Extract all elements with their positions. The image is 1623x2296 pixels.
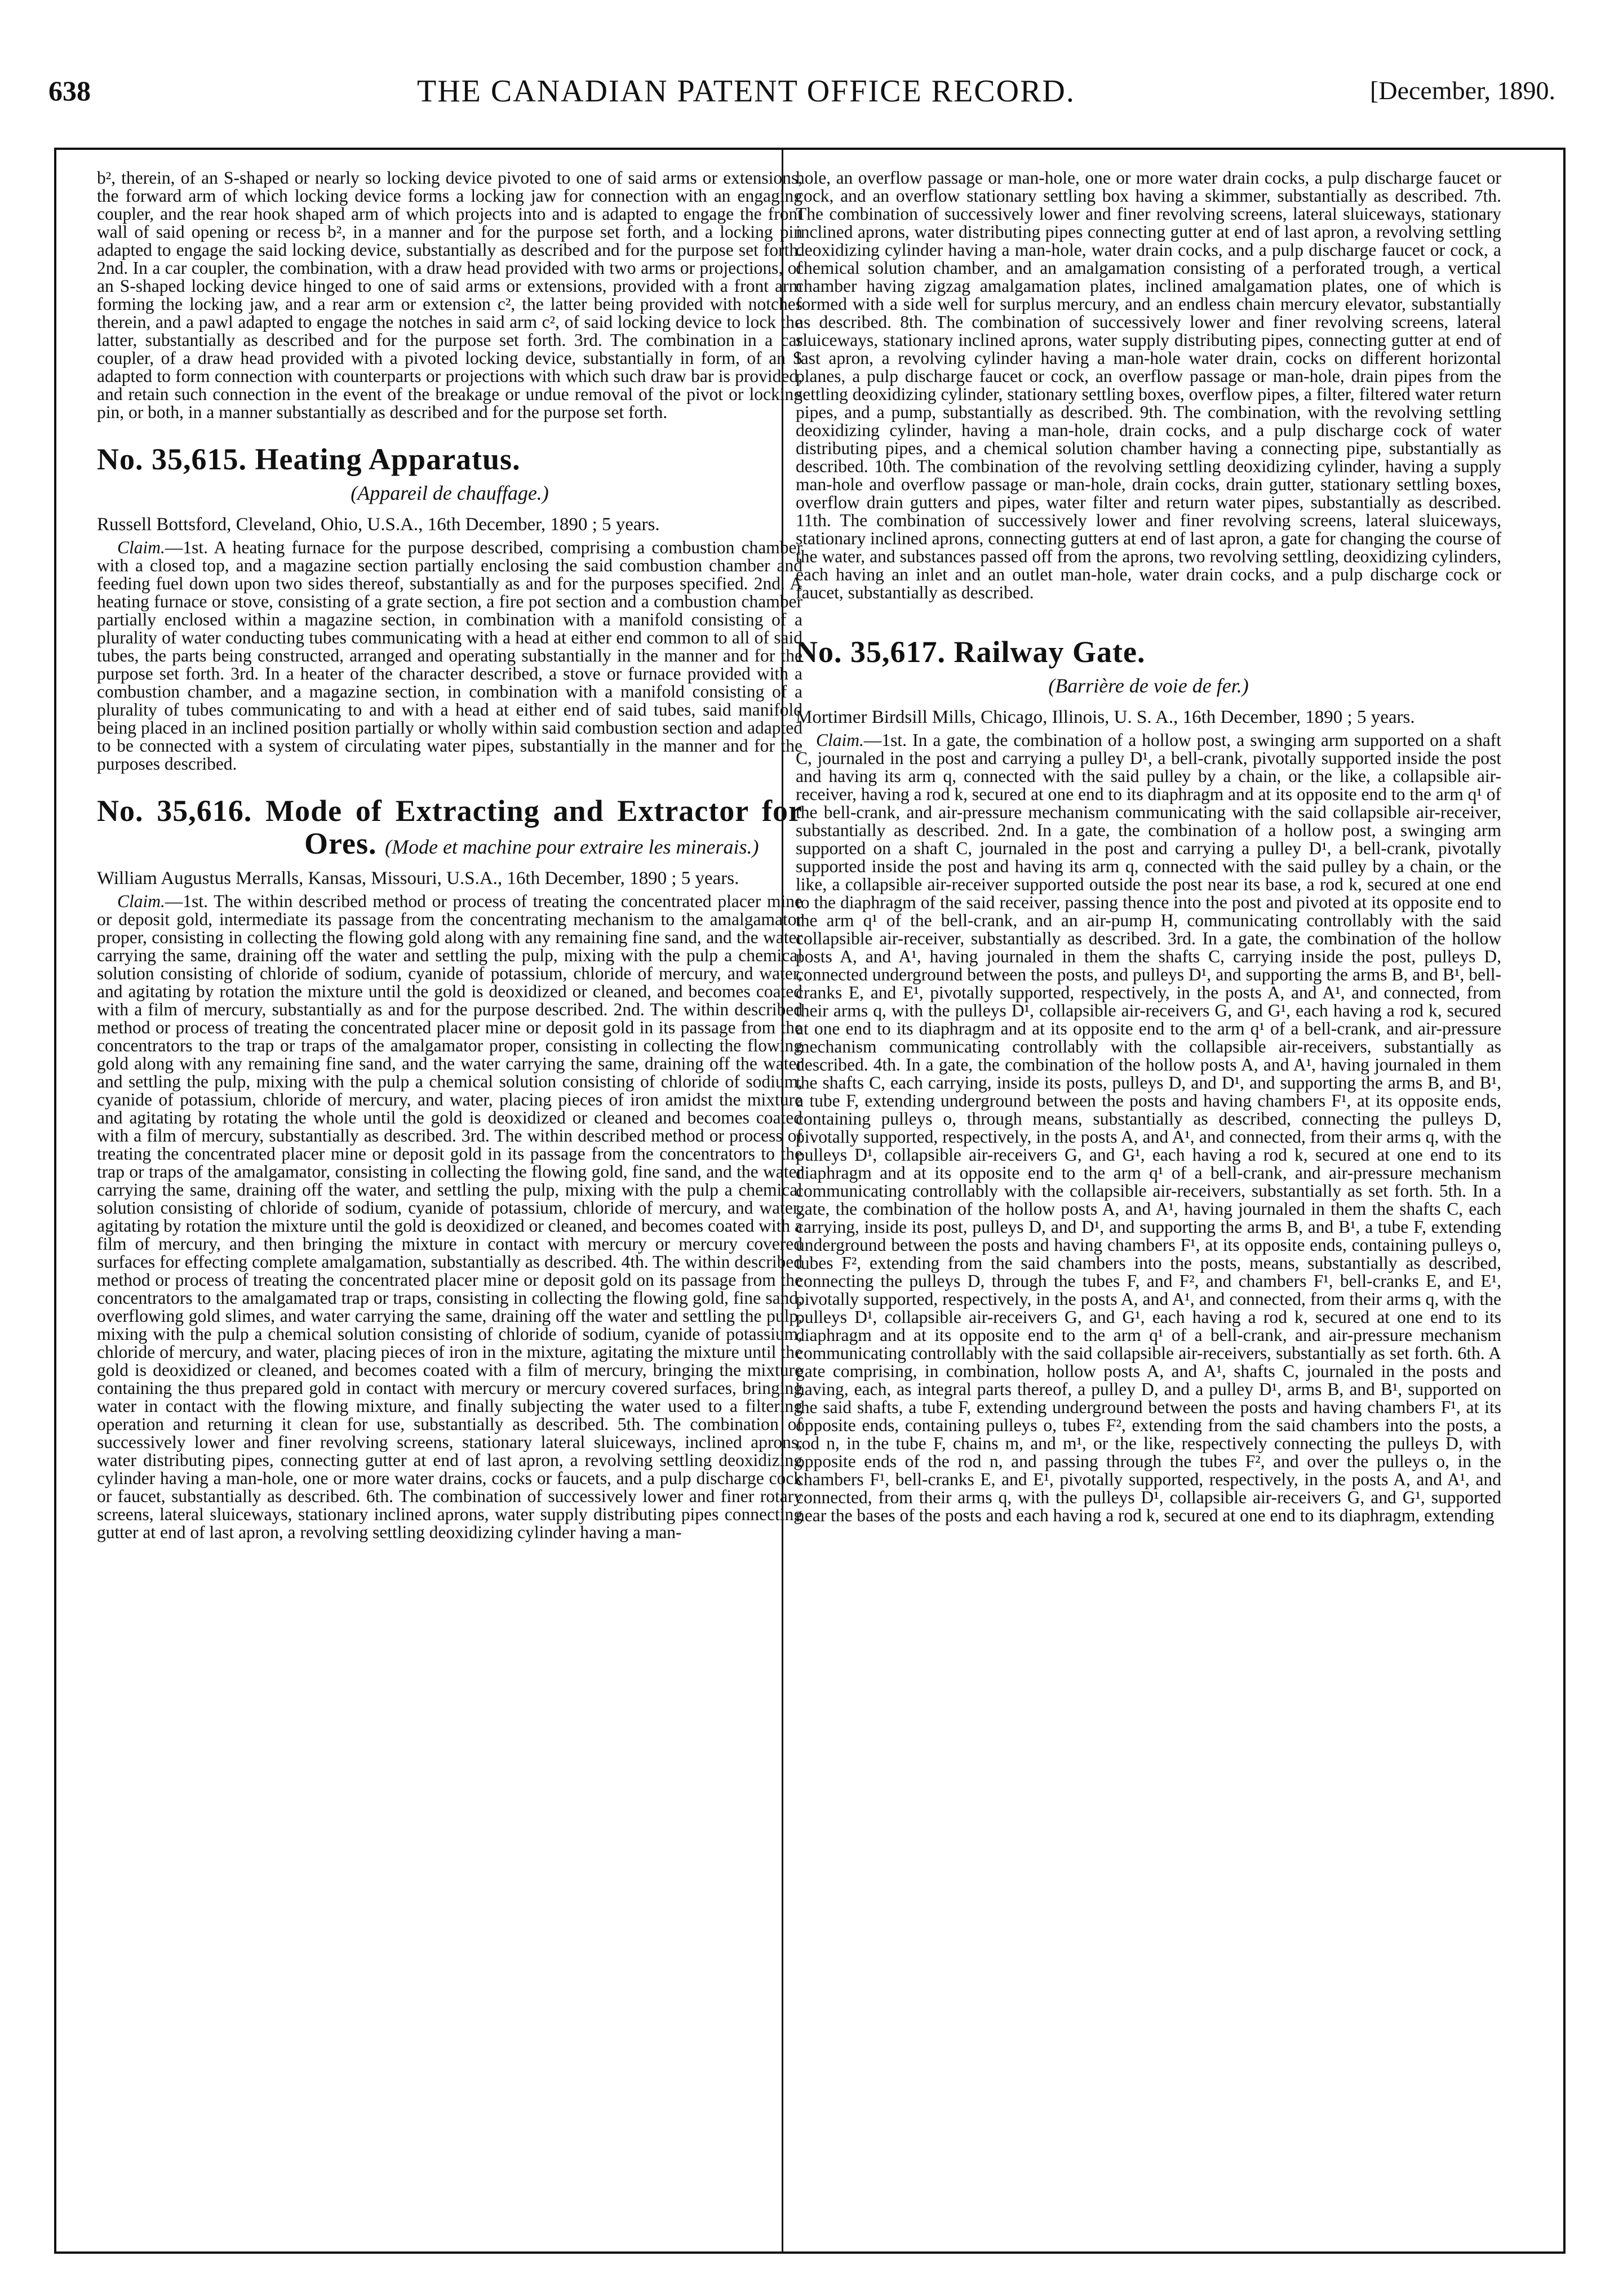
patent-subtitle: (Barrière de voie de fer.)	[1048, 674, 1249, 697]
continued-claims: b², therein, of an S-shaped or nearly so locking device pivoted to one of said arms or extensions, the forward arm of which locking device forms a locking jaw for connection with an engaging coupler, and the rear hook shaped arm of which projects into and is adapted to engage the front wall of said opening or recess b², in a manner and for the purpose set forth, and a locking pin adapted to engage the said locking device, substantially as described and for the purpose set forth. 2nd. In a car coupler, the combination, with a draw head provided with two arms or projections, of an S-shaped locking device hinged to one of said arms or extensions, provided with a front arm forming the locking jaw, and a rear arm or extension c², the latter being provided with notches therein, and a pawl adapted to engage the notches in said arm c², of said locking device to lock the latter, substantially as described and for the purpose set forth. 3rd. The combination in a car coupler, of a draw head provided with a pivoted locking device, substantially in form, of an S adapted to form connection with counterparts or projections with which such draw bar is provided, and retain such connection in the event of the breakage or undue removal of the pivot or locking pin, or both, in a manner substantially as described and for the purpose set forth.	[97, 169, 802, 422]
patent-title-text: No. 35,616. Mode of Extracting and Extractor for Ores.	[97, 794, 802, 860]
claim-label: Claim.	[816, 730, 864, 750]
patent-entry-35615	[97, 443, 802, 773]
patent-entry-35616	[97, 794, 802, 1542]
claim-label: Claim.	[117, 538, 165, 557]
page-number: 638	[48, 75, 91, 106]
claim-label: Claim.	[117, 891, 165, 911]
patent-grantee: Mortimer Birdsill Mills, Chicago, Illinois, U. S. A., 16th December, 1890 ; 5 years.	[796, 707, 1415, 727]
claim-text: —1st. In a gate, the combination of a hollow post, a swinging arm supported on a shaft C, journaled in the post and carrying a pulley D¹, a bell-crank, pivotally supported inside the post and having its arm q, connected with the said pulley by a chain, or the like, a collapsible air-receiver, having a rod k, secured at one end to its diaphragm and at its opposite end to the arm q¹ of the bell-crank, and air-pressure mechanism communicating with the said collapsible air-receiver, substantially as described. 2nd. In a gate, the combination of a hollow post, a swinging arm supported on a shaft C, journaled in the post and carrying a pulley D¹, a bell-crank, pivotally supported inside the post and having its arm q, connected with the said pulley by a chain, or the like, a collapsible air-receiver supported outside the post near its base, a rod k, secured at one end to the diaphragm of the said receiver, passing thence into the post and pivoted at its opposite end to the arm q¹ of the bell-crank, and an air-pump H, communicating controllably with the said collapsible air-receiver, substantially as described. 3rd. In a gate, the combination of the hollow posts A, and A¹, having journaled in them the shafts C, carrying inside the post, pulleys D, connected underground between the posts, and pulleys D¹, and supporting the arms B, and B¹, bell-cranks E, and E¹, pivotally supported, respectively, in the posts A, and A¹, and connected, from their arms q, with the pulleys D¹, collapsible air-receivers G, and G¹, each having a rod k, secured at one end to its diaphragm and at its opposite end to the arm q¹ of a bell-crank, and air-pressure mechanism communicating controllably with the collapsible air-receivers, substantially as described. 4th. In a gate, the combination of the hollow posts A, and A¹, having journaled in them the shafts C, each carrying, inside its posts, pulleys D, and D¹, and supporting the arms B, and B¹, a tube F, extending underground between the posts and having chambers F¹, at its opposite ends, containing pulleys o, through means, substantially as described, connecting the pulleys D, pivotally supported, respectively, in the posts A, and A¹, and connected, from their arms q, with the pulleys D¹, collapsible air-receivers G, and G¹, each having a rod k, secured at one end to its diaphragm and at its opposite end to the arm q¹ of a bell-crank, and air-pressure mechanism communicating controllably with the collapsible air-receivers, substantially as set forth. 5th. In a gate, the combination of the hollow posts A, and A¹, having journaled in them the shafts C, each carrying, inside its post, pulleys D, and D¹, and supporting the arms B, and B¹, a tube F, extending underground between the posts and having chambers F¹, at its opposite ends, containing pulleys o, tubes F², extending from the said chambers into the posts, means, substantially as described, connecting the pulleys D, through the tubes F, and F², and chambers F¹, bell-cranks E, and E¹, pivotally supported, respectively, in the posts A, and A¹, and connected, from their arms q, with the pulleys D¹, collapsible air-receivers G, and G¹, each having a rod k, secured at one end to its diaphragm and at its opposite end to the arm q¹ of a bell-crank, and air-pressure mechanism communicating controllably with the said collapsible air-receivers, substantially as set forth. 6th. A gate comprising, in combination, hollow posts A, and A¹, shafts C, journaled in the posts and having, each, as integral parts thereof, a pulley D, and a pulley D¹, arms B, and B¹, supported on the said shafts, a tube F, extending underground between the posts and having chambers F¹, at its opposite ends, containing pulleys o, tubes F², extending from the said chambers into the posts, a rod n, in the tube F, chains m, and m¹, or the like, respectively connecting the pulleys D, with opposite ends of the rod n, and passing through the tubes F², and over the pulleys o, in the chambers F¹, bell-cranks E, and E¹, pivotally supported, respectively, in the posts A, and A¹, and connected, from their arms q, with the pulleys D¹, collapsible air-receivers G, and G¹, supported near the bases of the posts and each having a rod k, secured at one end to its diaphragm, extending	[796, 730, 1501, 1525]
claim-text: —1st. A heating furnace for the purpose described, comprising a combustion chamber with a closed top, and a magazine section partially enclosing the said combustion chamber and feeding fuel down upon two sides thereof, substantially as and for the purposes specified. 2nd. A heating furnace or stove, consisting of a grate section, a fire pot section and a combustion chamber partially enclosed within a magazine section, in combination with a manifold consisting of a plurality of water conducting tubes communicating with a head at either end common to all of said tubes, the parts being constructed, arranged and operating substantially in the manner and for the purpose set forth. 3rd. In a heater of the character described, a stove or furnace provided with a combustion chamber, and a magazine section, in combination with a manifold consisting of a plurality of tubes communicating to and with a head at either end of said tubes, said manifold being placed in an inclined position partially or wholly within said combustion section and adapted to be connected with a system of circulating water pipes, substantially in the manner and for the purposes described.	[97, 538, 802, 774]
claim-text: —1st. The within described method or process of treating the concentrated placer mine or deposit gold, intermediate its passage from the concentrating mechanism to the amalgamator proper, consisting in collecting the flowing gold along with any remaining fine sand, and the water carrying the same, draining off the water and settling the pulp, mixing with the pulp a chemical solution consisting of chloride of sodium, cyanide of potassium, chloride of mercury, and water, and agitating by rotation the mixture until the gold is deoxidized or cleaned, and becomes coated with a film of mercury, substantially as and for the purpose described. 2nd. The within described method or process of treating the concentrated placer mine or deposit gold in its passage from the concentrators to the trap or traps of the amalgamator proper, consisting in collecting the flowing gold along with any remaining fine sand, and the water carrying the same, draining off the water and settling the pulp, mixing with the pulp a chemical solution consisting of chloride of sodium, cyanide of potassium, chloride of mercury, and water, placing pieces of iron amidst the mixture and agitating by rotating the whole until the gold is deoxidized or cleaned and becomes coated with a film of mercury, substantially as described. 3rd. The within described method or process of treating the concentrated placer mine or deposit gold in its passage from the concentrators to the trap or traps of the amalgamator, consisting in collecting the flowing gold, fine sand, and the water carrying the same, draining off the water, and settling the pulp, mixing with the pulp a chemical solution consisting of chloride of sodium, cyanide of potassium, chloride of mercury, and water, agitating by rotation the mixture until the gold is deoxidized or cleaned, and becomes coated with a film of mercury, and then bringing the mixture in contact with mercury or mercury covered surfaces for effecting complete amalgamation, substantially as described. 4th. The within described method or process of treating the concentrated placer mine or deposit gold on its passage from the concentrators to the amalgamated trap or traps, consisting in collecting the flowing gold, fine sand, overflowing gold slimes, and water carrying the same, draining off the water and settling the pulp, mixing with the pulp a chemical solution consisting of chloride of sodium, cyanide of potassium, chloride of mercury, and water, placing pieces of iron in the mixture, agitating the mixture until the gold is deoxidized or cleaned, and becomes coated with a film of mercury, bringing the mixture containing the thus prepared gold in contact with mercury or mercury covered surfaces, bringing water in contact with the flowing mixture, and finally subjecting the water used to a filtering operation and returning it clean for use, substantially as described. 5th. The combination of successively lower and finer revolving screens, stationary lateral sluiceways, inclined aprons, water distributing pipes, connecting gutter at end of last apron, a revolving settling deoxidizing cylinder having a man-hole, one or more water drains, cocks or faucets, and a pulp discharge cock or faucet, substantially as described. 6th. The combination of successively lower and finer rotary screens, lateral sluiceways, stationary inclined aprons, water supply distributing pipes connecting gutter at end of last apron, a revolving settling deoxidizing cylinder having a man-	[97, 891, 802, 1542]
patent-claims	[796, 731, 1501, 1525]
patent-claims	[97, 539, 802, 773]
issue-date: [December, 1890.	[1370, 76, 1555, 105]
patent-grantee: William Augustus Merralls, Kansas, Missouri, U.S.A., 16th December, 1890 ; 5 years.	[97, 868, 739, 889]
patent-entry-35617	[796, 636, 1501, 1525]
right-column	[796, 169, 1501, 2231]
patent-title	[97, 794, 802, 863]
continued-claims: hole, an overflow passage or man-hole, one or more water drain cocks, a pulp discharge faucet or cock, and an overflow stationary settling box having a skimmer, substantially as described. 7th. The combination of successively lower and finer revolving screens, lateral sluiceways, stationary inclined aprons, water distributing pipes connecting gutter at end of last apron, a revolving settling deoxidizing cylinder having a man-hole, water drain cocks, and a pulp discharge faucet or cock, a chemical solution chamber, and an amalgamation consisting of a perforated trough, a vertical chamber having zigzag amalgamation plates, inclined amalgamation plates, one of which is formed with a side well for surplus mercury, and an endless chain mercury elevator, substantially as described. 8th. The combination of successively lower and finer revolving screens, lateral sluiceways, stationary inclined aprons, water supply distributing pipes, connecting gutter at end of last apron, a revolving cylinder having a man-hole water drain, cocks on different horizontal planes, a pulp discharge faucet or cock, an overflow passage or man-hole, drain pipes from the settling deoxidizing cylinder, stationary settling boxes, overflow pipes, a filter, filtered water return pipes, and a pump, substantially as described. 9th. The combination, with the revolving settling deoxidizing cylinder, having a man-hole, drain cocks, and a pulp discharge cock of water distributing pipes, and a chemical solution chamber having a connecting pipe, substantially as described. 10th. The combination of the revolving settling deoxidizing cylinder, having a supply man-hole and overflow passage or man-hole, drain cocks, drain gutter, stationary settling boxes, overflow drain gutters and pipes, water filter and return water pipes, substantially as described. 11th. The combination of successively lower and finer revolving screens, lateral sluiceways, stationary inclined aprons, connecting gutters at end of last apron, a gate for changing the course of the water, and substances passed off from the aprons, two revolving settling, deoxidizing cylinders, each having an inlet and an outlet man-hole, water drain cocks, and a pulp discharge cock or faucet, substantially as described.	[796, 169, 1501, 602]
patent-title: No. 35,615. Heating Apparatus.	[97, 442, 521, 476]
left-column	[97, 169, 802, 2231]
patent-subtitle: (Mode et machine pour extraire les minerais.)	[384, 836, 759, 858]
patent-grantee: Russell Bottsford, Cleveland, Ohio, U.S.A., 16th December, 1890 ; 5 years.	[97, 514, 660, 535]
running-title: THE CANADIAN PATENT OFFICE RECORD.	[417, 74, 1075, 109]
patent-subtitle: (Appareil de chauffage.)	[351, 482, 549, 504]
patent-claims	[97, 892, 802, 1542]
patent-title: No. 35,617. Railway Gate.	[796, 635, 1146, 669]
